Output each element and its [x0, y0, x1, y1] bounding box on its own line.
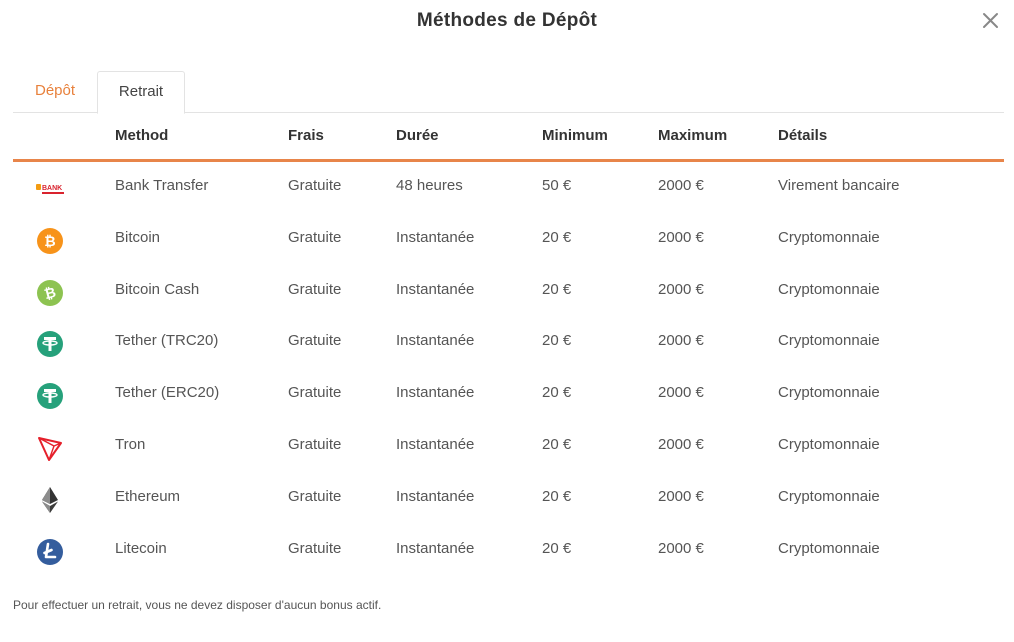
table-row [13, 421, 1004, 473]
tether-icon [34, 330, 66, 358]
cell-frais: Gratuite [288, 280, 342, 298]
header-frais: Frais [288, 127, 324, 144]
header-duree: Durée [396, 127, 439, 144]
header-maximum: Maximum [658, 127, 728, 144]
tab-depot[interactable]: Dépôt [34, 82, 76, 99]
table-row [13, 317, 1004, 369]
cell-minimum: 20 € [542, 228, 572, 246]
withdrawal-note: Pour effectuer un retrait, vous ne devez disposer d'aucun bonus actif. [13, 598, 382, 612]
cell-minimum: 50 € [542, 177, 572, 194]
cell-details: Cryptomonnaie [778, 228, 880, 246]
cell-maximum: 2000 € [658, 332, 704, 350]
cell-frais: Gratuite [288, 177, 342, 194]
cell-details: Cryptomonnaie [778, 384, 880, 402]
cell-method: Tron [115, 435, 146, 453]
table-row [13, 473, 1004, 525]
cell-minimum: 20 € [542, 539, 572, 557]
table-row [13, 162, 1004, 214]
cell-duree: Instantanée [396, 487, 475, 505]
cell-method: Tether (TRC20) [115, 332, 219, 350]
cell-minimum: 20 € [542, 487, 572, 505]
header-method: Method [115, 127, 169, 144]
cell-details: Cryptomonnaie [778, 539, 880, 557]
tron-icon [34, 434, 66, 462]
table-row [13, 214, 1004, 266]
cell-frais: Gratuite [288, 384, 342, 402]
litecoin-icon [34, 538, 66, 566]
table-row [13, 369, 1004, 421]
cell-method: Bank Transfer [115, 177, 209, 194]
cell-maximum: 2000 € [658, 384, 704, 402]
cell-frais: Gratuite [288, 487, 342, 505]
cell-method: Bitcoin [115, 228, 161, 246]
bank-logo-text: BANK [42, 185, 63, 192]
table-row [13, 266, 1004, 318]
cell-duree: Instantanée [396, 228, 475, 246]
cell-details: Virement bancaire [778, 177, 900, 194]
cell-frais: Gratuite [288, 228, 342, 246]
cell-details: Cryptomonnaie [778, 280, 880, 298]
tabs [13, 71, 1004, 113]
header-minimum: Minimum [542, 127, 608, 144]
cell-maximum: 2000 € [658, 228, 704, 246]
cell-maximum: 2000 € [658, 539, 704, 557]
cell-minimum: 20 € [542, 384, 572, 402]
cell-maximum: 2000 € [658, 435, 704, 453]
cell-duree: Instantanée [396, 539, 475, 557]
svg-text:₿: ₿ [44, 232, 56, 249]
cell-minimum: 20 € [542, 332, 572, 350]
cell-duree: Instantanée [396, 435, 475, 453]
cell-method: Bitcoin Cash [115, 280, 200, 298]
cell-duree: 48 heures [396, 177, 463, 194]
bitcoin-cash-icon [34, 279, 66, 307]
methods-table [13, 113, 1004, 576]
cell-frais: Gratuite [288, 435, 342, 453]
cell-duree: Instantanée [396, 280, 475, 298]
cell-duree: Instantanée [396, 384, 475, 402]
cell-frais: Gratuite [288, 332, 342, 350]
cell-details: Cryptomonnaie [778, 487, 880, 505]
cell-method: Litecoin [115, 539, 167, 557]
tab-retrait[interactable]: Retrait [97, 71, 185, 114]
cell-duree: Instantanée [396, 332, 475, 350]
cell-maximum: 2000 € [658, 487, 704, 505]
bitcoin-icon [34, 227, 66, 255]
cell-maximum: 2000 € [658, 280, 704, 298]
cell-maximum: 2000 € [658, 177, 704, 194]
ethereum-icon [34, 486, 66, 514]
tether-icon [34, 382, 66, 410]
cell-minimum: 20 € [542, 280, 572, 298]
svg-text:₿: ₿ [42, 283, 58, 302]
table-row [13, 525, 1004, 577]
cell-method: Tether (ERC20) [115, 384, 220, 402]
modal-title: Méthodes de Dépôt [416, 10, 598, 31]
cell-details: Cryptomonnaie [778, 435, 880, 453]
cell-details: Cryptomonnaie [778, 332, 880, 350]
cell-method: Ethereum [115, 487, 181, 505]
cell-minimum: 20 € [542, 435, 572, 453]
close-icon[interactable] [980, 10, 1002, 32]
bank-transfer-icon [34, 175, 66, 203]
table-header [13, 113, 1004, 162]
header-details: Détails [778, 127, 828, 144]
cell-frais: Gratuite [288, 539, 342, 557]
